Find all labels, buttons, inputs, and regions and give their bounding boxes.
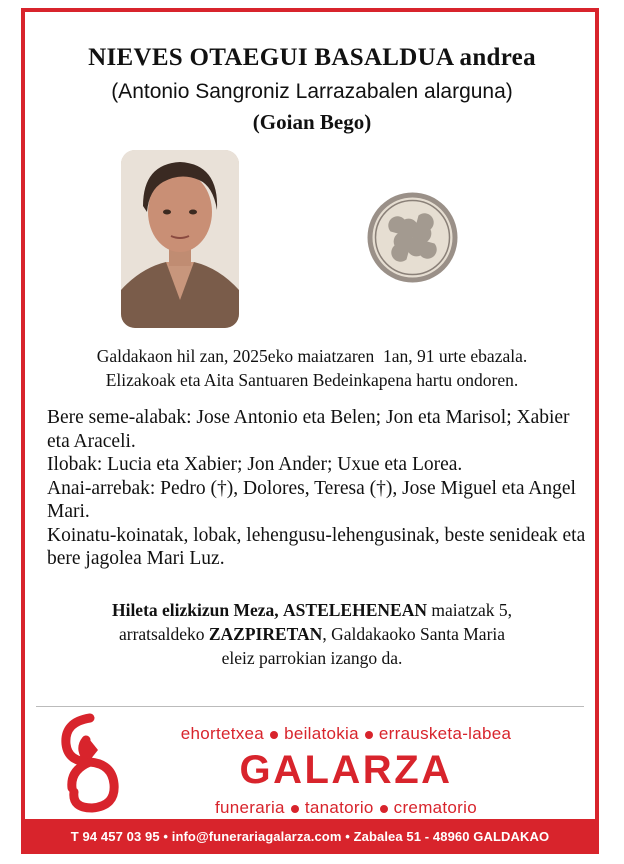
death-line-2: Elizakoak eta Aita Santuaren Bedeinkapena hartu ondoren. <box>105 370 519 390</box>
family-grandchildren: Ilobak: Lucia eta Xabier; Jon Ander; Uxue eta Lorea. <box>47 454 463 475</box>
service-ehortetxea: ehortetxea <box>180 724 265 743</box>
services-basque <box>140 724 552 744</box>
galarza-logo-icon <box>50 710 130 815</box>
funeral-time-prefix: arratsaldeko <box>118 624 209 644</box>
family-children: Bere seme-alabak: Jose Antonio eta Belen; Jon eta Marisol; Xabier eta Araceli. <box>47 407 570 452</box>
brand-name: GALARZA <box>239 748 453 792</box>
lauburu-icon <box>365 190 460 285</box>
bullet-icon <box>291 805 299 813</box>
contact-info: T 94 457 03 95 • info@funerariagalarza.com • Zabalea 51 - 48960 GALDAKAO <box>70 829 550 844</box>
family-list <box>47 406 587 571</box>
funeral-line-1 <box>0 598 624 622</box>
funeral-details <box>0 598 624 670</box>
service-errausketa: errausketa-labea <box>378 724 512 743</box>
spouse-line: (Antonio Sangroniz Larrazabalen alarguna) <box>111 80 513 103</box>
rest-in-peace: (Goian Bego) <box>252 110 372 134</box>
death-line-1: Galdakaon hil zan, 2025eko maiatzaren 1an, 91 urte ebazala. <box>96 346 528 366</box>
bullet-icon <box>365 731 373 739</box>
funeral-line-3: eleiz parrokian izango da. <box>221 648 403 668</box>
death-notice <box>0 344 624 392</box>
bullet-icon <box>270 731 278 739</box>
funeral-time: ZAZPIRETAN <box>208 624 323 644</box>
family-others: Koinatu-koinatak, lobak, lehengusu-lehengusinak, beste senideak eta bere jagolea Mari Luz. <box>47 524 586 569</box>
funeral-line-2 <box>0 622 624 646</box>
funeral-mass-label: Hileta elizkizun Meza, <box>111 600 279 620</box>
family-siblings: Anai-arrebak: Pedro (†), Dolores, Teresa (†), Jose Miguel eta Angel Mari. <box>47 477 576 522</box>
funeral-place: , Galdakaoko Santa Maria <box>322 624 506 644</box>
funeral-day: ASTELEHENEAN <box>283 600 427 620</box>
services-spanish <box>140 798 552 818</box>
service-beilatokia: beilatokia <box>284 724 359 743</box>
service-crematorio: crematorio <box>393 798 477 817</box>
service-funeraria: funeraria <box>215 798 285 817</box>
divider <box>36 706 584 707</box>
deceased-name: NIEVES OTAEGUI BASALDUA andrea <box>88 44 536 71</box>
contact-bar <box>21 819 599 854</box>
deceased-photo <box>121 150 239 328</box>
service-tanatorio: tanatorio <box>304 798 374 817</box>
funeral-date: maiatzak 5, <box>426 600 513 620</box>
bullet-icon <box>380 805 388 813</box>
